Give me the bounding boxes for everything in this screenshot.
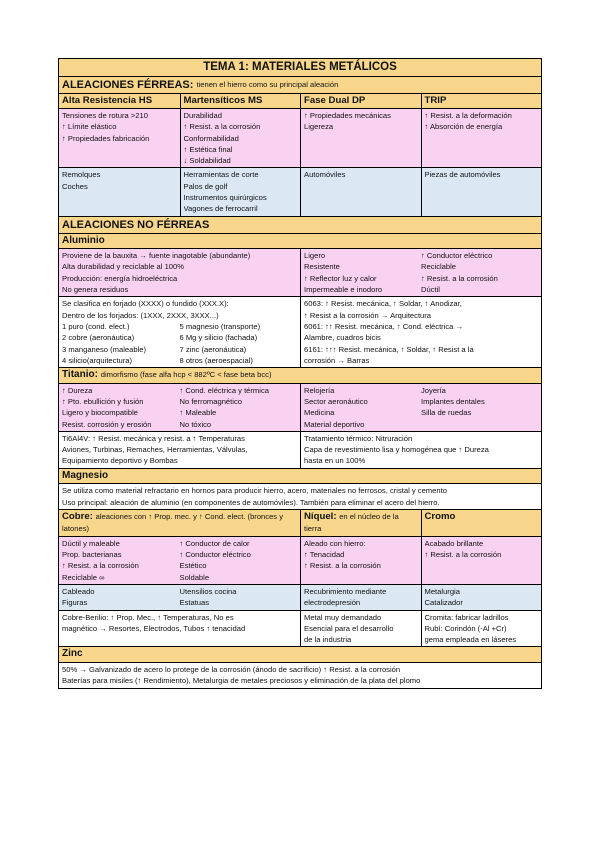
titanio-treatment: Tratamiento térmico: Nitruración Capa de revestimiento lisa y homogénea que ↑ Dureza hasta en un 100% xyxy=(300,432,541,468)
aluminio-series-list: 1 puro (cond. elect.) 2 cobre (aeronáutica) 3 manganeso (maleable) 4 silicio(arquitectura) 5 magnesio (transporte) 6 Mg y silicio (fachada) 7 zinc (aeronáutica) 8 otros (aeroespacial) xyxy=(62,321,261,365)
cromo-uses: Metalurgia Catalizador xyxy=(421,585,542,610)
titanio-uses: Relojería Sector aeronáutico Medicina Material deportivo Joyería Implantes dentales Silla de ruedas xyxy=(300,384,541,431)
cobre-niquel-cromo-header xyxy=(59,510,541,537)
aluminio-classification-row xyxy=(59,297,541,368)
cobre-uses: Cableado Figuras Utensilios cocina Estatuas xyxy=(62,587,237,608)
aluminio-heading: Aluminio xyxy=(62,234,105,246)
ferreas-heading: ALEACIONES FÉRREAS: xyxy=(62,79,194,91)
ferreas-column-headers xyxy=(59,94,541,109)
cobre-header xyxy=(59,510,300,536)
magnesio-description: Se utiliza como material refractario en hornos para producir hierro, acero, materiales no ferrosos, cristal y cemento Uso principal: aleación de aluminio (en componentes de automóviles). También para eliminar el acero del hierro. xyxy=(62,486,447,507)
cobre-niquel-cromo-notes xyxy=(59,611,541,648)
cobre-heading: Cobre: xyxy=(62,510,93,522)
magnesio-heading: Magnesio xyxy=(62,469,109,481)
column-header: Alta Resistencia HS xyxy=(62,95,153,106)
aluminio-classification: Se clasifica en forjado (XXXX) o fundido (XXX.X): Dentro de los forjados: (1XXX, 2XXX, 3XXX...) 1 puro (cond. elect.) 2 cobre (aeronáutica) 3 manganeso (maleable) 4 silicio(arquitectura) 5 magnesio (transporte) 6 Mg y silicio (fachada) 7 zinc (aeronáutica) 8 otros (aeroespacial) xyxy=(59,297,300,367)
trip-uses: Piezas de automóviles xyxy=(421,168,542,215)
niquel-heading: Níquel: xyxy=(304,510,337,522)
magnesio-header xyxy=(59,469,541,485)
noferreas-heading: ALEACIONES NO FÉRREAS xyxy=(62,218,210,231)
column-header: Fase Dual DP xyxy=(300,94,421,108)
cobre-subtitle: aleaciones con ↑ Prop. mec. y ↑ Cond. elect. (bronces y latones) xyxy=(62,511,283,533)
ferreas-properties-row xyxy=(59,109,541,168)
cromo-header xyxy=(421,510,542,536)
dp-properties: ↑ Propiedades mecánicas Ligereza xyxy=(300,109,421,167)
aluminio-alloys: 6063: ↑ Resist. mecánica, ↑ Soldar, ↑ Anodizar, ↑ Resist a la corrosión → Arquitectura 6061: ↑↑ Resist. mecánica, ↑ Cond. eléctrica → Alambre, cuadros bicis 6161: ↑↑↑ Resist. mecánica, ↑ Soldar, ↑ Resist a la corrosión → Barras xyxy=(300,297,541,367)
ms-uses: Herramientas de corte Palos de golf Instrumentos quirúrgicos Vagones de ferrocarril xyxy=(180,168,301,215)
ferreas-section-header xyxy=(59,77,541,94)
titanio-subtitle: dimorfismo (fase alfa hcp < 882ºC < fase beta bcc) xyxy=(100,370,272,380)
cobre-niquel-cromo-uses xyxy=(59,585,541,611)
niquel-subtitle: en el núcleo de la tierra xyxy=(304,511,399,533)
column-header: TRIP xyxy=(421,94,542,108)
aluminio-properties-row xyxy=(59,249,541,297)
zinc-row xyxy=(59,663,541,689)
niquel-notes: Metal muy demandado Esencial para el desarrollo de la industria xyxy=(300,611,421,647)
titanio-alloy-row xyxy=(59,432,541,469)
summary-sheet xyxy=(58,58,542,689)
ms-properties: Durabilidad ↑ Resist. a la corrosión Conformabilidad ↑ Estética final ↓ Soldabilidad xyxy=(180,109,301,167)
zinc-description: 50% → Galvanizado de acero lo protege de la corrosión (ánodo de sacrificio) ↑ Resist. a la corrosión Baterías para misiles (↑ Rendimiento), Metalurgia de metales preciosos y eliminación de la plata del plomo xyxy=(62,664,421,686)
column-header: Martensíticos MS xyxy=(180,94,301,108)
zinc-heading: Zinc xyxy=(62,648,83,660)
trip-properties: ↑ Resist. a la deformación ↑ Absorción de energía xyxy=(421,109,542,167)
cobre-properties: Dúctil y maleable Prop. bacterianas ↑ Resist. a la corrosión Reciclable ∞ ↑ Conductor de calor ↑ Conductor eléctrico Estético Soldable xyxy=(62,538,251,582)
cobre-niquel-cromo-properties xyxy=(59,537,541,585)
zinc-header xyxy=(59,647,541,663)
document-title xyxy=(59,59,541,77)
hs-properties: Tensiones de rotura >210 ↑ Límite elástico ↑ Propiedades fabricación xyxy=(62,111,150,143)
hs-uses: Remolques Coches xyxy=(62,170,101,191)
niquel-properties: Aleado con hierro: ↑ Tenacidad ↑ Resist. a la corrosión xyxy=(300,537,421,584)
titanio-heading: Titanio: xyxy=(62,369,98,381)
noferreas-section-header xyxy=(59,217,541,234)
cromo-notes: Cromita: fabricar ladrillos Rubí: Corindón (-Al +Cr) gema empleada en láseres xyxy=(421,611,542,647)
titanio-properties-row xyxy=(59,384,541,432)
dp-uses: Automóviles xyxy=(300,168,421,215)
niquel-uses: Recubrimiento mediante electrodepresión xyxy=(300,585,421,610)
cromo-properties: Acabado brillante ↑ Resist. a la corrosión xyxy=(421,537,542,584)
aluminio-origin: Proviene de la bauxita → fuente inagotable (abundante) Alta durabilidad y reciclable al 100% Producción: energía hidroeléctrica No genera residuos xyxy=(62,251,251,295)
titanio-header xyxy=(59,368,541,384)
aluminio-header xyxy=(59,234,541,250)
cobre-berilio: Cobre-Berilio: ↑ Prop. Mec., ↑ Temperaturas, No es magnético → Resortes, Electrodos, Tubos ↑ tenacidad xyxy=(62,612,246,633)
ferreas-uses-row xyxy=(59,168,541,216)
cromo-heading: Cromo xyxy=(424,510,456,522)
ti6al4v-alloy: Ti6Al4V: ↑ Resist. mecánica y resist. a ↑ Temperaturas Aviones, Turbinas, Remaches, Herramientas, Válvulas, Equipamiento deportivo y Bombas xyxy=(62,433,248,466)
niquel-header xyxy=(300,510,421,536)
magnesio-row xyxy=(59,484,541,510)
ferreas-subtitle: tienen el hierro como su principal aleación xyxy=(196,80,339,89)
aluminio-properties: Ligero Resistente ↑ Reflector luz y calor Impermeable e inodoro ↑ Conductor eléctrico Reciclable ↑ Resist. a la corrosión Dúctil xyxy=(300,249,541,296)
titanio-properties: ↑ Dureza ↑ Pto. ebullición y fusión Ligero y biocompatible Resist. corrosión y erosión ↑ Cond. eléctrica y térmica No ferromagnético ↑ Maleable No tóxico xyxy=(62,385,269,429)
document-title-text: TEMA 1: MATERIALES METÁLICOS xyxy=(203,61,397,73)
